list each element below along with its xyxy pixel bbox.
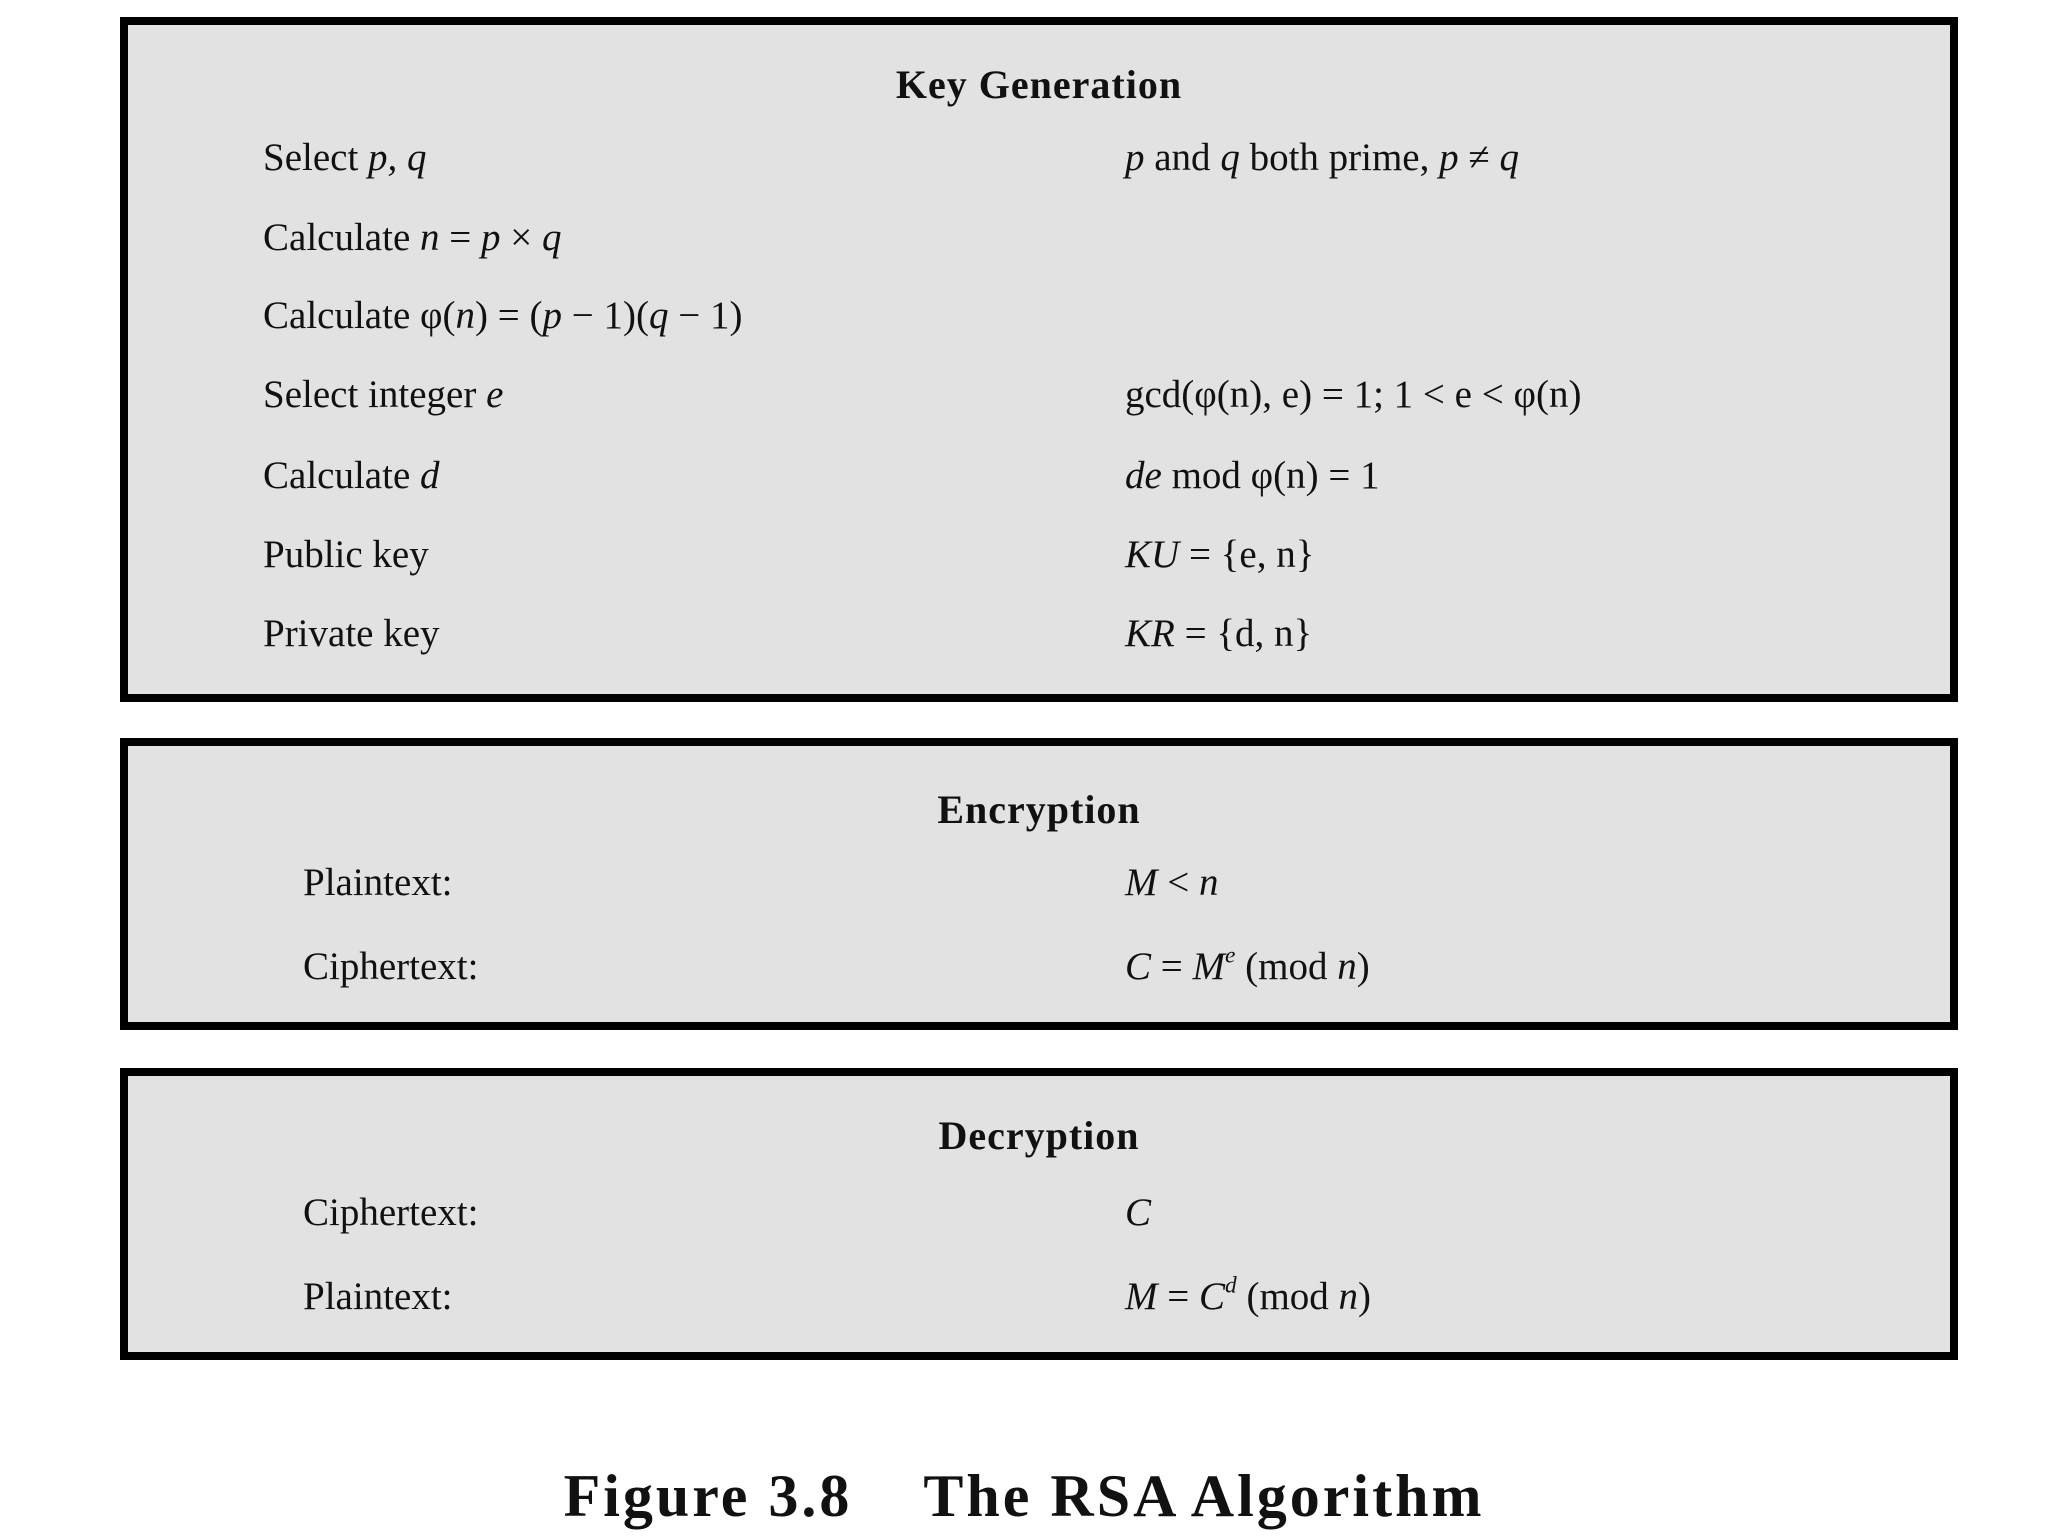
decryption-panel [120,1068,1958,1360]
decryption-title: Decryption [938,1113,1140,1158]
decryption-plaintext-label: Plaintext: [303,1275,453,1318]
calculate-d-label: Calculate d [263,454,440,497]
encryption-panel [120,738,1958,1030]
select-e-condition: gcd(φ(n), e) = 1; 1 < e < φ(n) [1125,373,1582,416]
decryption-ciphertext-value: C [1125,1191,1152,1234]
public-key-value: KU = {e, n} [1125,533,1315,576]
select-pq-label: Select p, q [263,136,427,179]
figure-title: The RSA Algorithm [923,1463,1485,1529]
calculate-n-label: Calculate n = p × q [263,216,562,259]
select-e-label: Select integer e [263,373,504,416]
encryption-ciphertext-value: $C = M^e$ (mod n) [1125,942,1370,988]
encryption-plaintext-value: M < n [1125,861,1219,904]
encryption-title: Encryption [937,787,1141,832]
private-key-label: Private key [263,612,440,655]
public-key-label: Public key [263,533,429,576]
select-pq-condition: p and q both prime, p ≠ q [1125,136,1520,179]
encryption-plaintext-label: Plaintext: [303,861,453,904]
calculate-phi-label: Calculate φ(n) = (p − 1)(q − 1) [263,294,743,337]
encryption-ciphertext-label: Ciphertext: [303,945,479,988]
figure-number: Figure 3.8 [563,1463,853,1529]
calculate-d-condition: de mod φ(n) = 1 [1125,454,1380,497]
figure-caption [0,1462,2048,1531]
private-key-value: KR = {d, n} [1125,612,1313,655]
key-generation-panel [120,17,1958,702]
key-generation-title: Key Generation [895,62,1183,107]
decryption-ciphertext-label: Ciphertext: [303,1191,479,1234]
decryption-plaintext-value: $M = C^d$ (mod n) [1125,1272,1372,1318]
